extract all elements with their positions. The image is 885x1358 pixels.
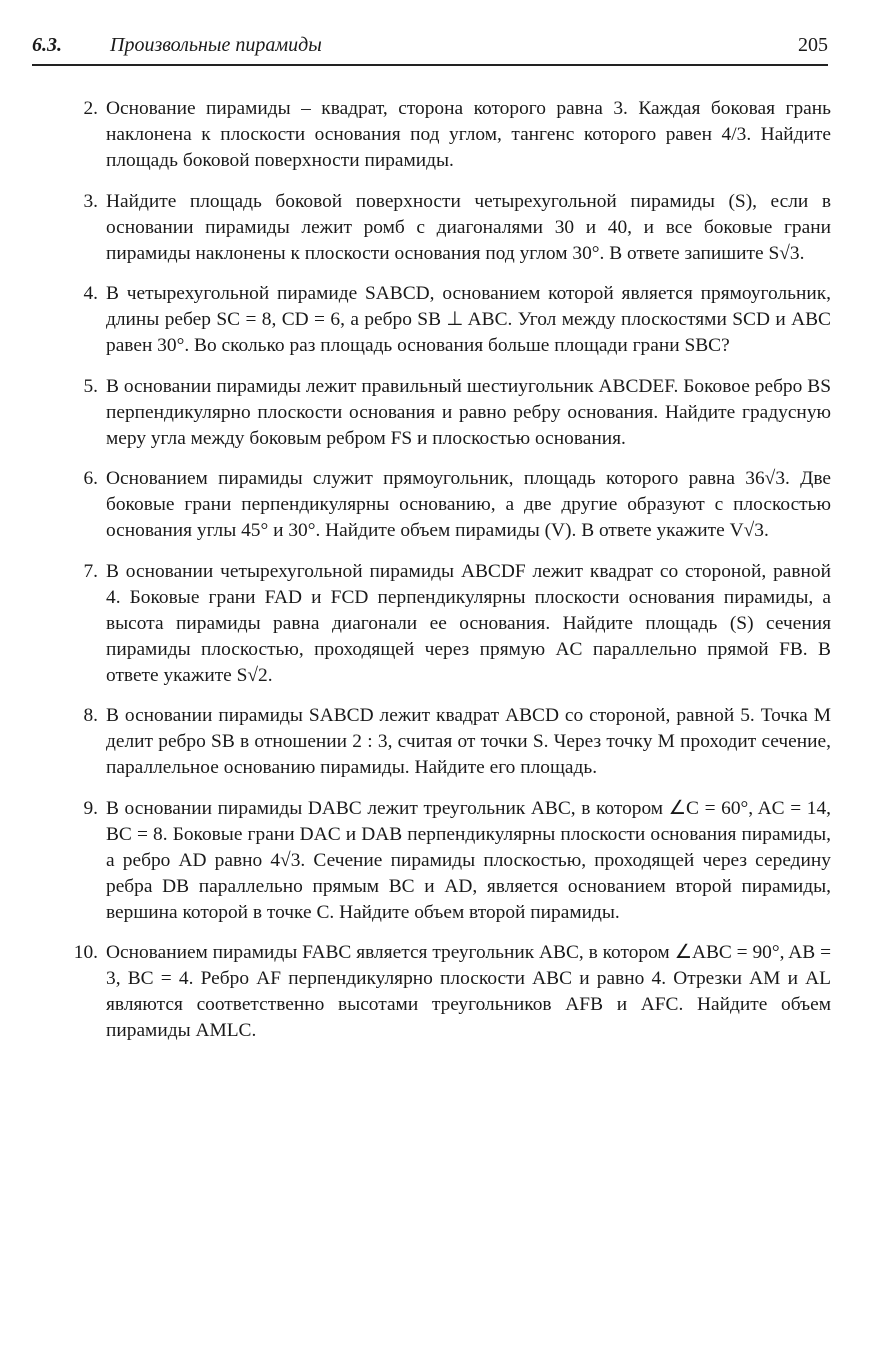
problem-list bbox=[73, 96, 831, 1044]
problem-number: 2. bbox=[83, 98, 98, 119]
problem-item bbox=[76, 559, 831, 689]
problem-number: 10. bbox=[73, 942, 98, 963]
problem-number: 8. bbox=[83, 705, 98, 726]
section-title: Произвольные пирамиды bbox=[110, 34, 322, 56]
problem-text: В основании четырехугольной пирамиды ABCDF лежит квадрат со стороной, равной 4. Боковые грани FAD и FCD перпендикулярны плоскости основания пирамиды, а высота пирамиды равна диагонали ее основания. Найдите площадь (S) сечения пирамиды плоскостью, проходящей через прямую AC параллельно прямой FB. В ответе укажите S√2. bbox=[106, 560, 831, 686]
problem-item bbox=[76, 796, 831, 926]
problem-number: 3. bbox=[83, 190, 98, 212]
problem-item bbox=[76, 96, 831, 174]
problem-item bbox=[76, 189, 831, 267]
problem-item bbox=[76, 703, 831, 781]
page-number: 205 bbox=[798, 34, 828, 56]
problem-number: 4. bbox=[83, 283, 98, 304]
problem-text: В основании пирамиды SABCD лежит квадрат ABCD со стороной, равной 5. Точка M делит ребро SB в отношении 2 : 3, считая от точки S. Через точку M проходит сечение, параллельное основанию пирамиды. Найдите его площадь. bbox=[106, 705, 831, 778]
page-header bbox=[32, 34, 828, 66]
problem-number: 6. bbox=[83, 468, 98, 489]
problem-text: Основание пирамиды – квадрат, сторона которого равна 3. Каждая боковая грань наклонена к плоскости основания под углом, тангенс которого равен 4/3. Найдите площадь боковой поверхности пирамиды. bbox=[106, 98, 831, 171]
problem-text: В основании пирамиды DABC лежит треугольник ABC, в котором ∠C = 60°, AC = 14, BC = 8. Боковые грани DAC и DAB перпендикулярны плоскости основания пирамиды, а ребро AD равно 4√3. Сечение пирамиды плоскостью, проходящей через середину ребра DB параллельно прямым BC и AD, является основанием второй пирамиды, вершина которой в точке C. Найдите объем второй пирамиды. bbox=[106, 797, 831, 923]
problem-item bbox=[73, 940, 831, 1044]
problem-number: 7. bbox=[83, 560, 98, 582]
problem-item bbox=[76, 374, 831, 452]
problem-text: Основанием пирамиды FABC является треугольник ABC, в котором ∠ABC = 90°, AB = 3, BC = 4. Ребро AF перпендикулярно плоскости ABC и равно 4. Отрезки AM и AL являются соответственно высотами треугольников AFB и AFC. Найдите объем пирамиды AMLC. bbox=[106, 942, 831, 1041]
problem-item bbox=[76, 466, 831, 544]
problem-text: Найдите площадь боковой поверхности четырехугольной пирамиды (S), если в основании пирамиды лежит ромб с диагоналями 30 и 40, и все боковые грани пирамиды наклонены к плоскости основания под углом 30°. В ответе запишите S√3. bbox=[106, 190, 831, 264]
problem-number: 5. bbox=[83, 375, 98, 397]
problem-item bbox=[76, 281, 831, 359]
problem-text: В четырехугольной пирамиде SABCD, основанием которой является прямоугольник, длины ребер SC = 8, CD = 6, а ребро SB ⊥ ABC. Угол между плоскостями SCD и ABC равен 30°. Во сколько раз площадь основания больше площади грани SBC? bbox=[106, 283, 831, 356]
problem-number: 9. bbox=[83, 797, 98, 819]
problem-text: Основанием пирамиды служит прямоугольник, площадь которого равна 36√3. Две боковые грани перпендикулярны основанию, а две другие образуют с плоскостью основания углы 45° и 30°. Найдите объем пирамиды (V). В ответе укажите V√3. bbox=[106, 468, 831, 541]
section-number: 6.3. bbox=[32, 34, 62, 56]
problem-text: В основании пирамиды лежит правильный шестиугольник ABCDEF. Боковое ребро BS перпендикулярно плоскости основания и равно ребру основания. Найдите градусную меру угла между боковым ребром FS и плоскостью основания. bbox=[106, 375, 831, 449]
